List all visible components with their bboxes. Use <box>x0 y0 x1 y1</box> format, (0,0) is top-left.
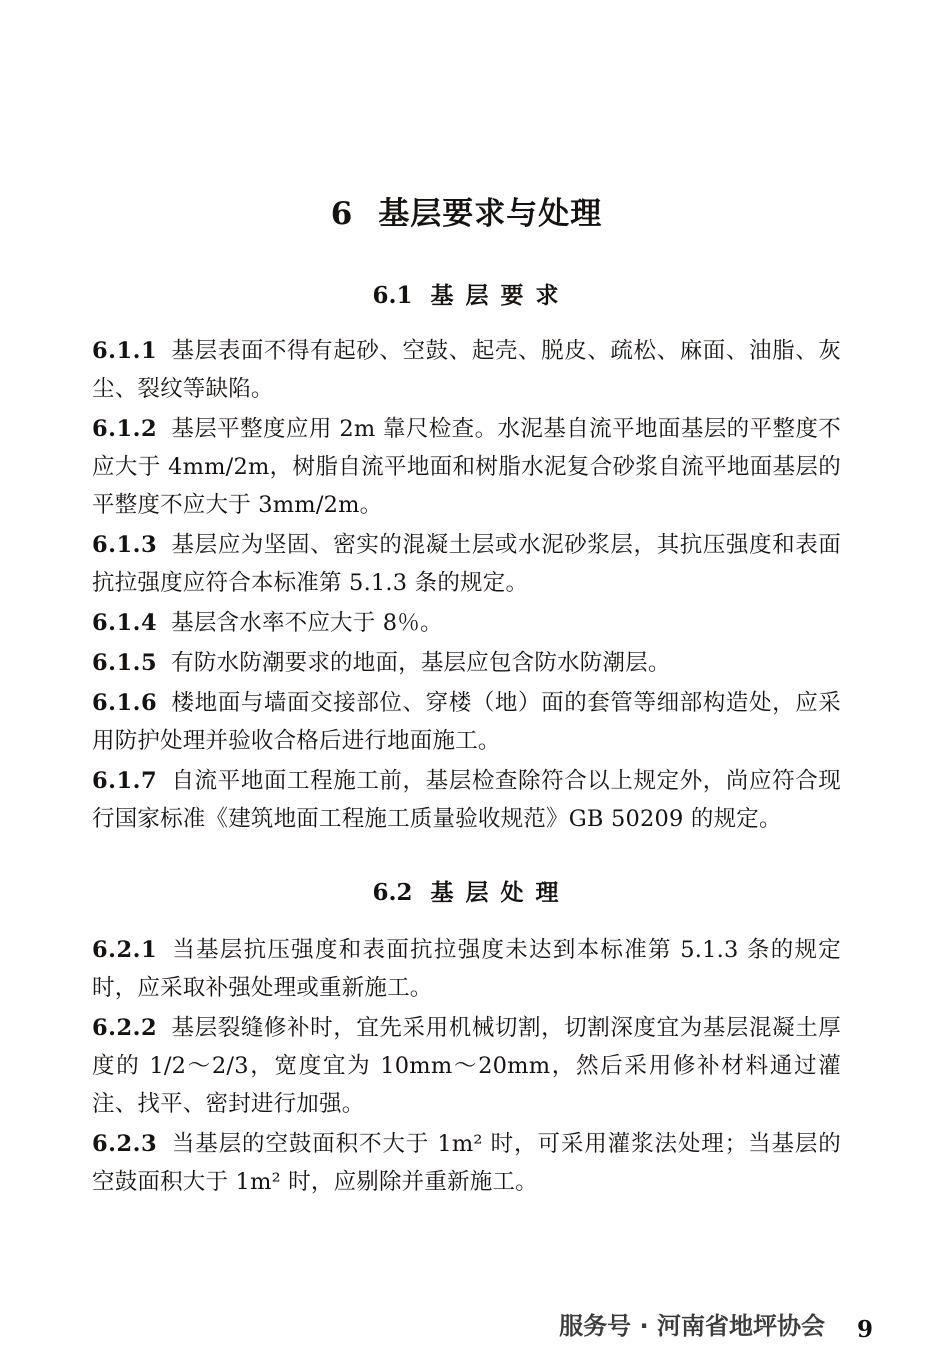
clause-6-1-6 <box>92 684 841 760</box>
section-number: 6.1 <box>372 282 413 310</box>
clause-6-1-3 <box>92 526 841 602</box>
clause-6-1-7 <box>92 762 841 838</box>
clause-6-1-1 <box>92 332 841 408</box>
clause-number: 6.2.3 <box>92 1131 158 1158</box>
clause-text: 当基层抗压强度和表面抗拉强度未达到本标准第 5.1.3 条的规定时，应采取补强处理或重新施工。 <box>92 937 841 1002</box>
clause-number: 6.1.1 <box>92 338 158 365</box>
page-number: 9 <box>856 1316 873 1343</box>
clause-text: 自流平地面工程施工前，基层检查除符合以上规定外，尚应符合现行国家标准《建筑地面工程施工质量验收规范》GB 50209 的规定。 <box>92 768 841 833</box>
clause-number: 6.1.7 <box>92 768 158 795</box>
clause-6-1-2 <box>92 410 841 524</box>
section-heading-6-1 <box>92 277 841 310</box>
clause-6-1-5 <box>92 644 841 682</box>
clause-6-2-3 <box>92 1125 841 1201</box>
section-number: 6.2 <box>372 879 413 907</box>
section-title: 基 层 要 求 <box>430 282 561 310</box>
clause-text: 当基层的空鼓面积不大于 1m² 时，可采用灌浆法处理；当基层的空鼓面积大于 1m² 时，应剔除并重新施工。 <box>92 1131 841 1196</box>
clause-number: 6.1.2 <box>92 416 158 443</box>
clause-6-2-1 <box>92 931 841 1007</box>
clause-number: 6.1.6 <box>92 690 158 717</box>
clause-number: 6.1.5 <box>92 650 158 677</box>
clause-text: 有防水防潮要求的地面，基层应包含防水防潮层。 <box>171 650 671 677</box>
section-heading-6-2 <box>92 874 841 907</box>
clause-text: 基层表面不得有起砂、空鼓、起壳、脱皮、疏松、麻面、油脂、灰尘、裂纹等缺陷。 <box>92 338 841 403</box>
page-footer <box>0 1303 933 1349</box>
clause-text: 基层含水率不应大于 8％。 <box>171 610 443 637</box>
clause-number: 6.1.3 <box>92 532 158 559</box>
chapter-title-text: 基层要求与处理 <box>378 196 603 232</box>
clause-text: 基层平整度应用 2m 靠尺检查。水泥基自流平地面基层的平整度不应大于 4mm/2m，树脂自流平地面和树脂水泥复合砂浆自流平地面基层的平整度不应大于 3mm/2m。 <box>92 416 841 519</box>
chapter-number: 6 <box>330 196 353 232</box>
clause-text: 楼地面与墙面交接部位、穿楼（地）面的套管等细部构造处，应采用防护处理并验收合格后进行地面施工。 <box>92 690 841 755</box>
clause-text: 基层裂缝修补时，宜先采用机械切割，切割深度宜为基层混凝土厚度的 1/2～2/3，宽度宜为 10mm～20mm，然后采用修补材料通过灌注、找平、密封进行加强。 <box>92 1015 841 1118</box>
clause-number: 6.1.4 <box>92 610 158 637</box>
clause-number: 6.2.1 <box>92 937 158 964</box>
page-title <box>92 196 841 233</box>
clause-6-2-2 <box>92 1009 841 1123</box>
clause-number: 6.2.2 <box>92 1015 158 1042</box>
clause-text: 基层应为坚固、密实的混凝土层或水泥砂浆层，其抗压强度和表面抗拉强度应符合本标准第 5.1.3 条的规定。 <box>92 532 841 597</box>
clause-6-1-4 <box>92 604 841 642</box>
section-title: 基 层 处 理 <box>430 879 561 907</box>
watermark-text: 服务号 · 河南省地坪协会 <box>559 1312 825 1340</box>
